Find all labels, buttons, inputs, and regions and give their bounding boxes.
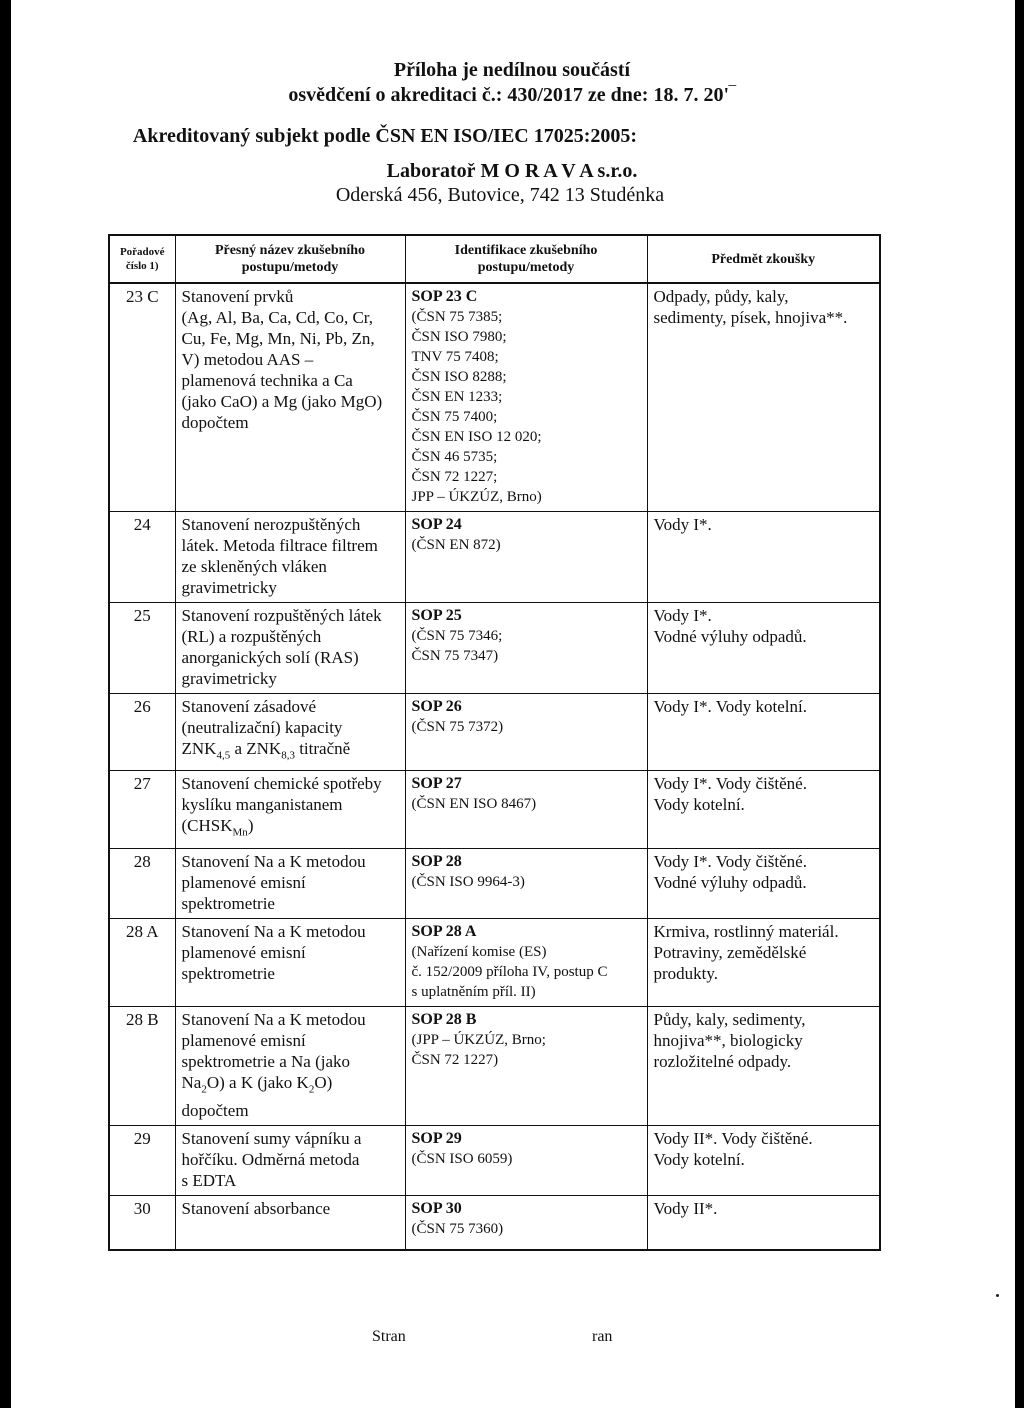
row-method-name xyxy=(175,918,405,1006)
row-identification xyxy=(405,603,647,694)
table-row xyxy=(109,694,880,771)
table-row xyxy=(109,1196,880,1244)
scan-speck xyxy=(996,1294,999,1297)
method-name-line: Stanovení nerozpuštěných xyxy=(181,515,361,534)
test-subject-line: hnojiva**, biologicky xyxy=(653,1030,803,1050)
standard-reference: (ČSN EN ISO 8467) xyxy=(411,796,537,813)
test-subject-line: Půdy, kaly, sedimenty, xyxy=(653,1009,806,1029)
method-name-line: Stanovení absorbance xyxy=(181,1199,331,1219)
row-identification xyxy=(405,1126,647,1196)
row-identification xyxy=(405,848,647,918)
test-subject-line: Vody I*. Vody čištěné. xyxy=(653,851,807,871)
method-name-line: Stanovení Na a K metodou xyxy=(181,1009,366,1029)
method-name-line: $Na_2O$) a K (jako $K_2O$) xyxy=(181,1072,333,1096)
method-name-line: (neutralizační) kapacity xyxy=(181,718,343,737)
standard-reference: TNV 75 7408; xyxy=(411,349,499,365)
footer-page-right: ran xyxy=(592,1328,613,1345)
standard-reference: (ČSN 75 7385; xyxy=(411,309,503,325)
table-row xyxy=(109,1126,880,1196)
method-name-line: dopočtem xyxy=(181,1101,249,1121)
header-line-3: Akreditovaný subjekt podle ČSN EN ISO/IEC 17025:2005: xyxy=(132,125,638,147)
table-row xyxy=(109,771,880,848)
standard-reference: s uplatněním příl. II) xyxy=(411,983,536,1000)
sop-code: SOP 23 C xyxy=(411,288,478,305)
table-row xyxy=(109,512,880,603)
row-number: 30 xyxy=(109,1196,175,1244)
sop-code: SOP 28 B xyxy=(411,1010,477,1028)
standard-reference: ČSN 72 1227) xyxy=(411,1051,499,1068)
row-identification xyxy=(405,283,647,512)
sop-code: SOP 26 xyxy=(411,698,462,715)
method-name-line: plamenová technika a Ca xyxy=(181,371,353,390)
row-number: 28 B xyxy=(109,1006,175,1125)
table-row xyxy=(109,1006,880,1125)
test-subject-line: rozložitelné odpady. xyxy=(653,1051,792,1071)
method-name-line: spektrometrie xyxy=(181,893,275,913)
header-lab-name: Laboratoř M O R A V A s.r.o. xyxy=(386,160,638,182)
standard-reference: (ČSN 75 7372) xyxy=(411,719,504,735)
row-test-subject xyxy=(647,1196,880,1244)
method-name-line: Cu, Fe, Mg, Mn, Ni, Pb, Zn, xyxy=(181,329,375,348)
row-method-name xyxy=(175,694,405,771)
table-row-spacer xyxy=(109,1243,880,1250)
method-name-line: (RL) a rozpuštěných xyxy=(181,627,322,646)
row-method-name xyxy=(175,771,405,848)
row-test-subject xyxy=(647,694,880,771)
spacer-cell xyxy=(175,1243,405,1250)
method-name-line: hořčíku. Odměrná metoda xyxy=(181,1150,360,1170)
method-name-line: (jako CaO) a Mg (jako MgO) xyxy=(181,392,383,411)
standard-reference: (ČSN ISO 6059) xyxy=(411,1151,513,1168)
standard-reference: ČSN ISO 8288; xyxy=(411,369,507,385)
column-header-name: Přesný název zkušebního postupu/metody xyxy=(175,235,405,283)
method-name-line: kyslíku manganistanem xyxy=(181,795,343,815)
row-identification xyxy=(405,512,647,603)
method-name-line: V) metodou AAS – xyxy=(181,350,314,369)
row-test-subject xyxy=(647,848,880,918)
row-identification xyxy=(405,918,647,1006)
row-number: 27 xyxy=(109,771,175,848)
test-subject-line: Odpady, půdy, kaly, xyxy=(653,287,789,306)
sop-code: SOP 28 xyxy=(411,852,462,870)
test-subject-line: Krmiva, rostlinný materiál. xyxy=(653,921,839,941)
header-line-2: osvědčení o akreditaci č.: 430/2017 ze dne: 18. 7. 20'‾ xyxy=(288,84,736,106)
method-name-line: ze skleněných vláken xyxy=(181,557,327,576)
method-name-line: s EDTA xyxy=(181,1171,237,1191)
method-name-line: $(CHSK_{Mn})$ xyxy=(181,816,254,839)
column-header-number: Pořadové číslo 1) xyxy=(109,235,175,283)
row-number: 26 xyxy=(109,694,175,771)
test-subject-line: Vody I*. xyxy=(653,606,712,625)
method-name-line: $ZNK_{4,5}$ a $ZNK_{8,3}$ titračně xyxy=(181,739,351,762)
row-number: 28 xyxy=(109,848,175,918)
table-row xyxy=(109,848,880,918)
standard-reference: (ČSN ISO 9964-3) xyxy=(411,873,525,890)
standard-reference: (JPP – ÚKZÚZ, Brno; xyxy=(411,1031,546,1048)
row-number: 29 xyxy=(109,1126,175,1196)
table-row xyxy=(109,283,880,512)
row-number: 25 xyxy=(109,603,175,694)
row-method-name xyxy=(175,1126,405,1196)
method-name-line: Stanovení rozpuštěných látek xyxy=(181,606,382,625)
row-number: 28 A xyxy=(109,918,175,1006)
method-name-line: Stanovení zásadové xyxy=(181,697,317,716)
test-subject-line: Potraviny, zemědělské xyxy=(653,942,807,962)
method-name-line: Stanovení sumy vápníku a xyxy=(181,1129,362,1149)
test-subject-line: Vodné výluhy odpadů. xyxy=(653,627,807,646)
method-name-line: plamenové emisní xyxy=(181,942,306,962)
test-subject-line: Vody I*. Vody čištěné. xyxy=(653,774,807,794)
standard-reference: ČSN 72 1227; xyxy=(411,469,498,485)
row-identification xyxy=(405,694,647,771)
spacer-cell xyxy=(647,1243,880,1250)
column-header-subject: Předmět zkoušky xyxy=(647,235,880,283)
standard-reference: ČSN 75 7400; xyxy=(411,409,498,425)
test-subject-line: Vody I*. xyxy=(653,515,712,534)
column-header-identification: Identifikace zkušebního postupu/metody xyxy=(405,235,647,283)
standard-reference: ČSN ISO 7980; xyxy=(411,329,507,345)
test-subject-line: Vody I*. Vody kotelní. xyxy=(653,697,807,716)
standard-reference: (Nařízení komise (ES) xyxy=(411,943,547,960)
sop-code: SOP 25 xyxy=(411,607,462,624)
standard-reference: ČSN 75 7347) xyxy=(411,648,499,664)
spacer-cell xyxy=(405,1243,647,1250)
standard-reference: JPP – ÚKZÚZ, Brno) xyxy=(411,489,542,505)
row-test-subject xyxy=(647,771,880,848)
standard-reference: ČSN EN 1233; xyxy=(411,389,503,405)
method-name-line: dopočtem xyxy=(181,413,249,432)
row-method-name xyxy=(175,603,405,694)
row-method-name xyxy=(175,848,405,918)
test-subject-line: Vodné výluhy odpadů. xyxy=(653,872,807,892)
row-method-name xyxy=(175,283,405,512)
sop-code: SOP 30 xyxy=(411,1200,462,1218)
accreditation-table xyxy=(108,234,881,1251)
standard-reference: (ČSN 75 7360) xyxy=(411,1221,504,1238)
row-test-subject xyxy=(647,603,880,694)
table-header-row xyxy=(109,235,880,283)
method-name-line: anorganických solí (RAS) xyxy=(181,648,359,667)
sop-code: SOP 27 xyxy=(411,775,462,793)
standard-reference: (ČSN 75 7346; xyxy=(411,628,503,644)
method-name-line: (Ag, Al, Ba, Ca, Cd, Co, Cr, xyxy=(181,308,374,327)
method-name-line: Stanovení Na a K metodou xyxy=(181,921,366,941)
row-test-subject xyxy=(647,1006,880,1125)
test-subject-line: Vody kotelní. xyxy=(653,795,745,815)
test-subject-line: sedimenty, písek, hnojiva**. xyxy=(653,308,848,327)
table-row xyxy=(109,603,880,694)
standard-reference: (ČSN EN 872) xyxy=(411,537,501,553)
test-subject-line: Vody II*. xyxy=(653,1199,718,1219)
sop-code: SOP 28 A xyxy=(411,922,477,940)
header-line-1: Příloha je nedílnou součástí xyxy=(393,59,631,81)
method-name-line: spektrometrie xyxy=(181,963,275,983)
table-body xyxy=(109,283,880,1250)
row-test-subject xyxy=(647,918,880,1006)
method-name-line: plamenové emisní xyxy=(181,1030,306,1050)
sop-code: SOP 24 xyxy=(411,516,462,533)
header-address: Oderská 456, Butovice, 742 13 Studénka xyxy=(335,184,665,206)
row-identification xyxy=(405,771,647,848)
row-test-subject xyxy=(647,1126,880,1196)
row-number: 24 xyxy=(109,512,175,603)
method-name-line: látek. Metoda filtrace filtrem xyxy=(181,536,378,555)
footer-page-left: Stran xyxy=(372,1328,406,1345)
row-identification xyxy=(405,1196,647,1244)
row-test-subject xyxy=(647,512,880,603)
method-name-line: gravimetricky xyxy=(181,578,277,597)
method-name-line: spektrometrie a Na (jako xyxy=(181,1051,351,1071)
scan-edge-right xyxy=(1015,0,1024,1408)
table-row xyxy=(109,918,880,1006)
spacer-cell xyxy=(109,1243,175,1250)
row-test-subject xyxy=(647,283,880,512)
row-identification xyxy=(405,1006,647,1125)
row-method-name xyxy=(175,1196,405,1244)
method-name-line: Stanovení chemické spotřeby xyxy=(181,774,382,794)
sop-code: SOP 29 xyxy=(411,1130,462,1148)
row-method-name xyxy=(175,512,405,603)
row-method-name xyxy=(175,1006,405,1125)
scan-edge-left xyxy=(0,0,11,1408)
method-name-line: gravimetricky xyxy=(181,669,277,688)
test-subject-line: produkty. xyxy=(653,963,719,983)
standard-reference: ČSN EN ISO 12 020; xyxy=(411,429,542,445)
standard-reference: ČSN 46 5735; xyxy=(411,449,498,465)
test-subject-line: Vody II*. Vody čištěné. xyxy=(653,1129,813,1149)
method-name-line: plamenové emisní xyxy=(181,872,306,892)
standard-reference: č. 152/2009 příloha IV, postup C xyxy=(411,963,608,980)
method-name-line: Stanovení Na a K metodou xyxy=(181,851,366,871)
row-number: 23 C xyxy=(125,287,159,306)
test-subject-line: Vody kotelní. xyxy=(653,1150,745,1170)
method-name-line: Stanovení prvků xyxy=(181,287,294,306)
